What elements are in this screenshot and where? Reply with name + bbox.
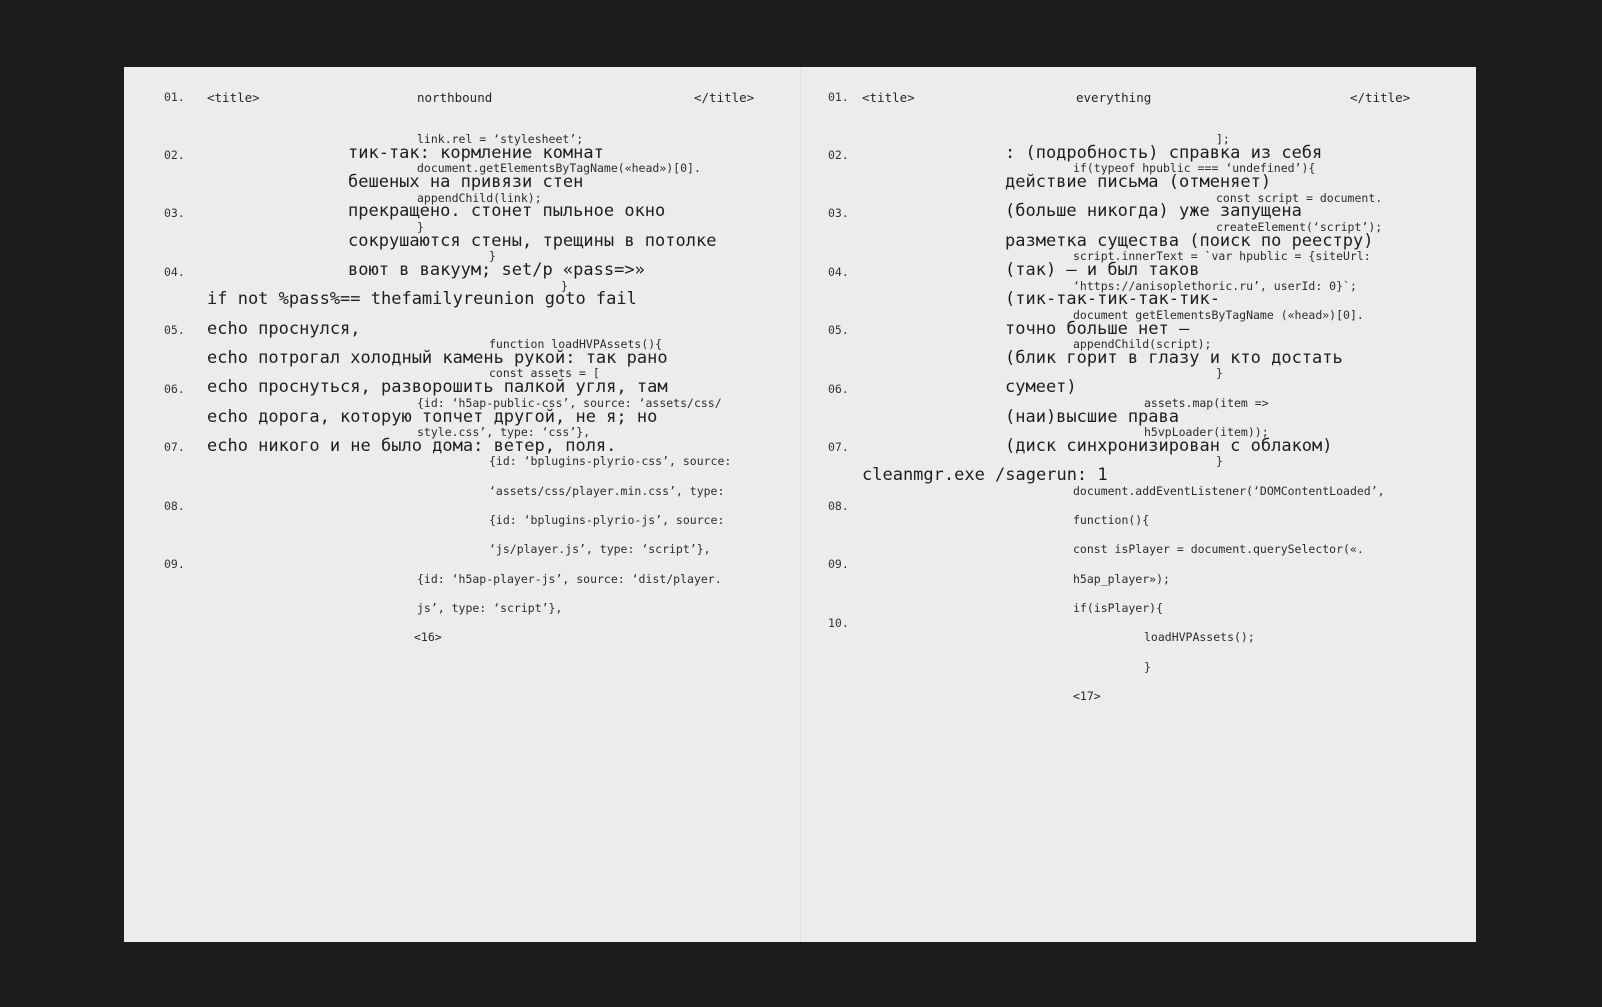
poem-line: if not %pass%== thefamilyreunion goto fail [207, 289, 637, 309]
page-title: everything [1076, 90, 1152, 105]
code-line: ‘assets/css/player.min.css’, type: [489, 484, 725, 498]
poem-line: прекращено. стонет пыльное окно [348, 201, 666, 221]
code-line: loadHVPAssets(); [1144, 630, 1255, 644]
poem-line: (тик-так-тик-так-тик- [1005, 289, 1220, 309]
code-line: createElement(‘script’); [1216, 220, 1383, 234]
line-number: 01. [828, 90, 849, 104]
line-number: 08. [828, 499, 849, 513]
code-line: document.addEventListener(‘DOMContentLoaded’, [1073, 484, 1385, 498]
page-number: <17> [1073, 689, 1101, 703]
poem-line: cleanmgr.exe /sagerun: 1 [862, 465, 1108, 485]
page-title: northbound [417, 90, 493, 105]
code-line: } [561, 279, 568, 293]
code-line: } [1144, 660, 1151, 674]
code-line: document getElementsByTagName («head»)[0]. [1073, 308, 1364, 322]
book-spread [124, 67, 1476, 942]
code-line: js’, type: ‘script’}, [417, 601, 563, 615]
code-line: appendChild(link); [417, 191, 542, 205]
poem-line: (блик горит в глазу и кто достать [1005, 348, 1343, 368]
code-line: } [417, 220, 424, 234]
poem-line: echo дорога, которую топчет другой, не я; но [207, 407, 658, 427]
left-page [124, 67, 800, 942]
line-number: 03. [828, 206, 849, 220]
line-number: 08. [164, 499, 185, 513]
poem-line: сумеет) [1005, 377, 1077, 397]
code-line: {id: ‘bplugins-plyrio-css’, source: [489, 454, 732, 468]
page-number: <16> [414, 630, 442, 644]
code-line: appendChild(script); [1073, 337, 1212, 351]
code-line: } [1216, 454, 1223, 468]
line-number: 07. [164, 440, 185, 454]
line-number: 05. [164, 323, 185, 337]
line-number: 06. [828, 382, 849, 396]
code-line: function(){ [1073, 513, 1150, 527]
poem-line: (наи)высшие права [1005, 407, 1179, 427]
poem-line: (так) — и был таков [1005, 260, 1200, 280]
poem-line: точно больше нет — [1005, 319, 1190, 339]
code-line: ]; [1216, 132, 1230, 146]
code-line: {id: ‘h5ap-public-css’, source: ‘assets/css/ [417, 396, 722, 410]
poem-line: сокрушаются стены, трещины в потолке [348, 231, 717, 251]
line-number: 09. [828, 557, 849, 571]
line-number: 07. [828, 440, 849, 454]
poem-line: echo никого и не было дома: ветер, поля. [207, 436, 617, 456]
title-close-tag: </title> [694, 90, 755, 105]
code-line: } [489, 249, 496, 263]
poem-line: воют в вакуум; set/p «pass=>» [348, 260, 645, 280]
code-line: script.innerText = `var hpublic = {siteUrl: [1073, 249, 1371, 263]
line-number: 10. [828, 616, 849, 630]
line-number: 04. [164, 265, 185, 279]
code-line: {id: ‘h5ap-player-js’, source: ‘dist/player. [417, 572, 722, 586]
code-line: const assets = [ [489, 366, 600, 380]
code-line: } [1216, 366, 1223, 380]
code-line: style.css’, type: ‘css’}, [417, 425, 591, 439]
poem-line: echo проснулся, [207, 319, 361, 339]
code-line: assets.map(item => [1144, 396, 1269, 410]
right-page [802, 67, 1476, 942]
code-line: const script = document. [1216, 191, 1383, 205]
code-line: h5ap_player»); [1073, 572, 1170, 586]
code-line: {id: ‘bplugins-plyrio-js’, source: [489, 513, 725, 527]
code-line: document.getElementsByTagName(«head»)[0]. [417, 161, 701, 175]
code-line: if(typeof hpublic === ‘undefined’){ [1073, 161, 1316, 175]
poem-line: тик-так: кормление комнат [348, 143, 604, 163]
code-line: function loadHVPAssets(){ [489, 337, 663, 351]
poem-line: разметка существа (поиск по реестру) [1005, 231, 1374, 251]
code-line: link.rel = ‘stylesheet’; [417, 132, 584, 146]
poem-line: действие письма (отменяет) [1005, 172, 1272, 192]
title-open-tag: <title> [207, 90, 260, 105]
title-close-tag: </title> [1350, 90, 1411, 105]
poem-line: echo потрогал холодный камень рукой: так рано [207, 348, 668, 368]
title-open-tag: <title> [862, 90, 915, 105]
line-number: 02. [164, 148, 185, 162]
code-line: h5vpLoader(item)); [1144, 425, 1269, 439]
line-number: 02. [828, 148, 849, 162]
poem-line: (больше никогда) уже запущена [1005, 201, 1302, 221]
code-line: ‘js/player.js’, type: ‘script’}, [489, 542, 711, 556]
line-number: 05. [828, 323, 849, 337]
line-number: 01. [164, 90, 185, 104]
poem-line: бешеных на привязи стен [348, 172, 584, 192]
code-line: if(isPlayer){ [1073, 601, 1164, 615]
line-number: 04. [828, 265, 849, 279]
code-line: const isPlayer = document.querySelector(«. [1073, 542, 1364, 556]
poem-line: : (подробность) справка из себя [1005, 143, 1323, 163]
poem-line: (диск синхронизирован с облаком) [1005, 436, 1333, 456]
line-number: 03. [164, 206, 185, 220]
line-number: 09. [164, 557, 185, 571]
line-number: 06. [164, 382, 185, 396]
poem-line: echo проснуться, разворошить палкой угля, там [207, 377, 668, 397]
code-line: ‘https://anisoplethoric.ru’, userId: 0}`; [1073, 279, 1357, 293]
